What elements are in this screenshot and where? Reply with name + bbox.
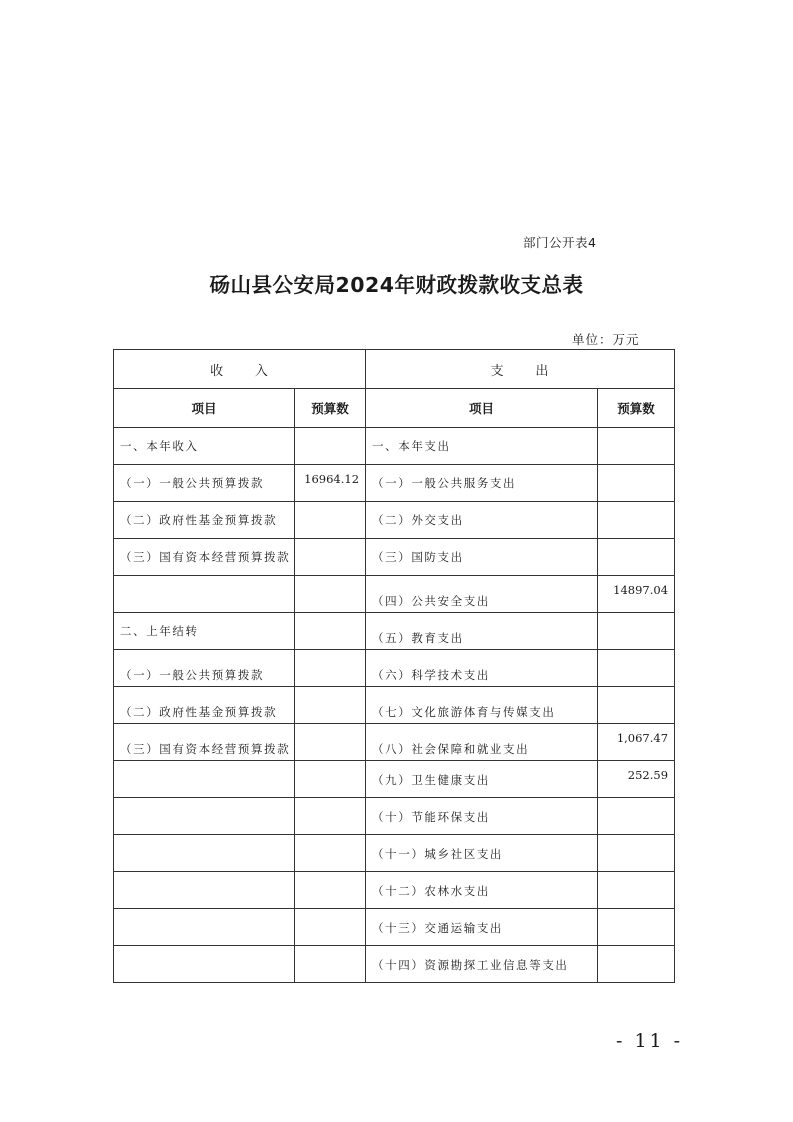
table-row bbox=[114, 798, 675, 835]
expense-item-cell: （四）公共安全支出 bbox=[366, 576, 598, 613]
income-item-cell bbox=[114, 576, 295, 613]
expense-value-cell bbox=[598, 946, 675, 983]
table-row bbox=[114, 872, 675, 909]
income-value-cell bbox=[295, 502, 366, 539]
expense-budget-header: 预算数 bbox=[598, 389, 675, 428]
expense-value-cell: 1,067.47 bbox=[598, 724, 675, 761]
table-row bbox=[114, 946, 675, 983]
expense-item-cell: （十三）交通运输支出 bbox=[366, 909, 598, 946]
income-item-cell bbox=[114, 946, 295, 983]
table-row bbox=[114, 761, 675, 798]
income-value-cell bbox=[295, 798, 366, 835]
income-header: 收 入 bbox=[114, 350, 366, 389]
table-row bbox=[114, 502, 675, 539]
expense-value-cell bbox=[598, 650, 675, 687]
expense-value-cell bbox=[598, 835, 675, 872]
expense-value-cell bbox=[598, 539, 675, 576]
table-row bbox=[114, 613, 675, 650]
expense-value-cell bbox=[598, 798, 675, 835]
expense-value-cell bbox=[598, 613, 675, 650]
expense-item-cell: 一、本年支出 bbox=[366, 428, 598, 465]
expense-value-cell: 14897.04 bbox=[598, 576, 675, 613]
income-item-cell bbox=[114, 909, 295, 946]
expense-item-cell: （七）文化旅游体育与传媒支出 bbox=[366, 687, 598, 724]
income-value-cell bbox=[295, 613, 366, 650]
expense-item-cell: （一）一般公共服务支出 bbox=[366, 465, 598, 502]
income-value-cell bbox=[295, 761, 366, 798]
income-value-cell bbox=[295, 650, 366, 687]
table-row bbox=[114, 909, 675, 946]
table-row bbox=[114, 650, 675, 687]
page-title: 砀山县公安局2024年财政拨款收支总表 bbox=[209, 273, 584, 297]
table-row bbox=[114, 465, 675, 502]
table-row bbox=[114, 687, 675, 724]
table-row bbox=[114, 724, 675, 761]
expense-item-cell: （九）卫生健康支出 bbox=[366, 761, 598, 798]
expense-item-cell: （五）教育支出 bbox=[366, 613, 598, 650]
income-item-header: 项目 bbox=[114, 389, 295, 428]
income-item-cell: （一）一般公共预算拨款 bbox=[114, 465, 295, 502]
expense-item-cell: （十一）城乡社区支出 bbox=[366, 835, 598, 872]
page-number: - 11 - bbox=[616, 1030, 684, 1052]
expense-value-cell bbox=[598, 872, 675, 909]
table-row bbox=[114, 539, 675, 576]
form-number: 部门公开表4 bbox=[523, 235, 597, 250]
income-item-cell bbox=[114, 835, 295, 872]
income-budget-header: 预算数 bbox=[295, 389, 366, 428]
expense-value-cell bbox=[598, 502, 675, 539]
expense-value-cell bbox=[598, 465, 675, 502]
income-item-cell bbox=[114, 872, 295, 909]
income-value-cell bbox=[295, 428, 366, 465]
income-item-cell bbox=[114, 761, 295, 798]
income-value-cell bbox=[295, 946, 366, 983]
expense-value-cell bbox=[598, 428, 675, 465]
expense-item-cell: （二）外交支出 bbox=[366, 502, 598, 539]
section-header-row bbox=[114, 350, 675, 389]
income-item-cell: （三）国有资本经营预算拨款 bbox=[114, 724, 295, 761]
income-value-cell bbox=[295, 909, 366, 946]
income-item-cell: （二）政府性基金预算拨款 bbox=[114, 687, 295, 724]
income-item-cell: （一）一般公共预算拨款 bbox=[114, 650, 295, 687]
income-value-cell bbox=[295, 724, 366, 761]
expense-item-cell: （六）科学技术支出 bbox=[366, 650, 598, 687]
budget-table bbox=[113, 349, 675, 983]
income-value-cell bbox=[295, 539, 366, 576]
table-row bbox=[114, 835, 675, 872]
table-row bbox=[114, 576, 675, 613]
expense-item-header: 项目 bbox=[366, 389, 598, 428]
income-item-cell: 二、上年结转 bbox=[114, 613, 295, 650]
expense-value-cell bbox=[598, 909, 675, 946]
income-value-cell: 16964.12 bbox=[295, 465, 366, 502]
income-item-cell: （二）政府性基金预算拨款 bbox=[114, 502, 295, 539]
income-item-cell: （三）国有资本经营预算拨款 bbox=[114, 539, 295, 576]
income-value-cell bbox=[295, 872, 366, 909]
expense-item-cell: （十四）资源勘探工业信息等支出 bbox=[366, 946, 598, 983]
income-value-cell bbox=[295, 687, 366, 724]
income-item-cell bbox=[114, 798, 295, 835]
expense-value-cell bbox=[598, 687, 675, 724]
expense-item-cell: （三）国防支出 bbox=[366, 539, 598, 576]
unit-label: 单位：万元 bbox=[572, 332, 640, 347]
income-value-cell bbox=[295, 835, 366, 872]
expense-header: 支 出 bbox=[366, 350, 675, 389]
table-row bbox=[114, 428, 675, 465]
income-item-cell: 一、本年收入 bbox=[114, 428, 295, 465]
expense-value-cell: 252.59 bbox=[598, 761, 675, 798]
expense-item-cell: （十二）农林水支出 bbox=[366, 872, 598, 909]
expense-item-cell: （十）节能环保支出 bbox=[366, 798, 598, 835]
table-body bbox=[114, 428, 675, 983]
income-value-cell bbox=[295, 576, 366, 613]
expense-item-cell: （八）社会保障和就业支出 bbox=[366, 724, 598, 761]
column-header-row bbox=[114, 389, 675, 428]
